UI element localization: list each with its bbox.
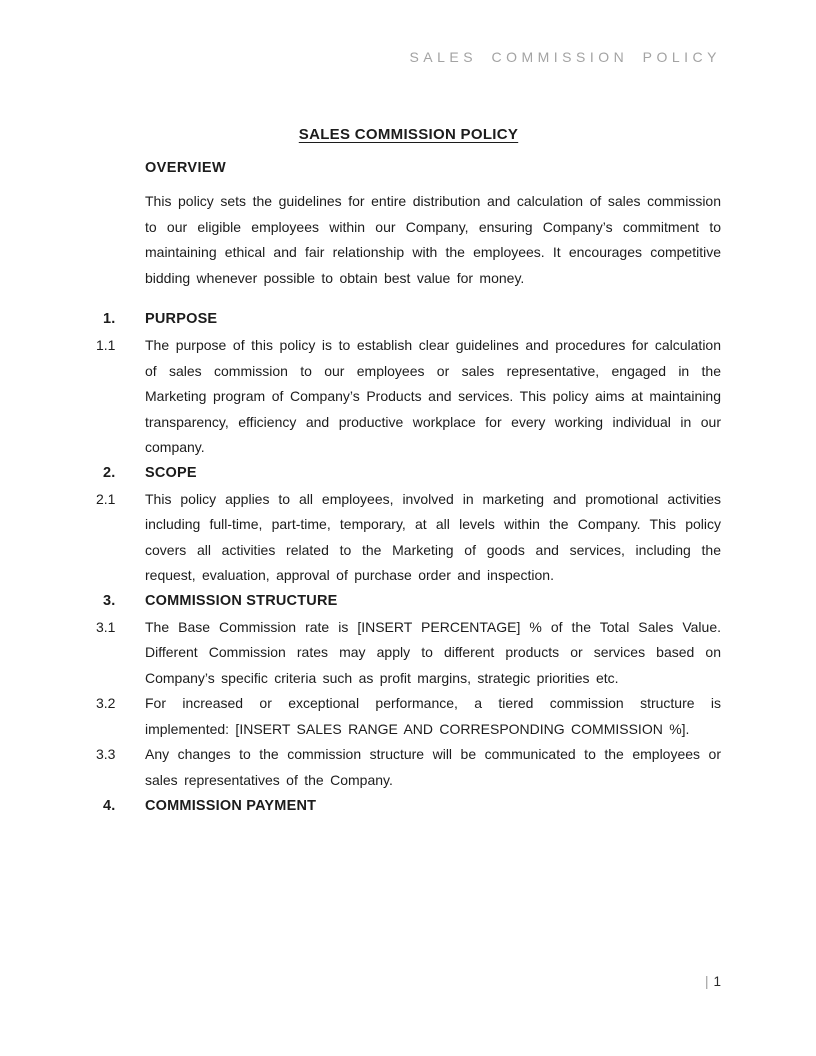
section-number: 1. (103, 311, 116, 328)
section-heading-scope (96, 461, 721, 487)
clause-number: 2.1 (96, 490, 116, 507)
section-number: 3. (103, 592, 116, 609)
section-heading-commission-payment (96, 794, 721, 820)
section-heading-purpose (96, 307, 721, 333)
running-header (96, 48, 721, 67)
section-heading-text: SCOPE (145, 464, 197, 481)
overview-heading: OVERVIEW (145, 160, 227, 176)
clause-text: The purpose of this policy is to establish clear guidelines and procedures for calculation of sales commission to our employees or sales representative, engaged in the Marketing program of Company’s Products and services. This policy aims at maintaining transparency, efficiency and productive workplace for every working individual in our company. (145, 336, 721, 456)
clause-number: 3.1 (96, 618, 116, 635)
clause-text: For increased or exceptional performance, a tiered commission structure is implemented: [INSERT SALES RANGE AND CORRESPONDING COMMISSION %]. (145, 695, 721, 737)
clause-text: The Base Commission rate is [INSERT PERCENTAGE] % of the Total Sales Value. Different Commission rates may apply to different products or services based on Company’s specific criteria such as profit margins, strategic priorities etc. (145, 618, 721, 686)
clause-text: This policy applies to all employees, involved in marketing and promotional activities including full-time, part-time, temporary, at all levels within the Company. This policy covers all activities related to the Marketing of goods and services, including the request, evaluation, approval of purchase order and inspection. (145, 490, 721, 584)
clause-number: 3.2 (96, 695, 116, 712)
section-heading-commission-structure (96, 589, 721, 615)
clause-number: 3.3 (96, 746, 116, 763)
clause-1-1 (96, 333, 721, 461)
clause-3-2 (96, 691, 721, 742)
section-number: 2. (103, 464, 116, 481)
running-header-text: SALES COMMISSION POLICY (409, 49, 721, 65)
section-heading-text: PURPOSE (145, 311, 218, 328)
section-number: 4. (103, 797, 116, 814)
page-footer (705, 973, 721, 991)
clause-3-1 (96, 615, 721, 692)
clause-text: Any changes to the commission structure will be communicated to the employees or sales representatives of the Company. (145, 746, 721, 789)
footer-separator: | (704, 974, 709, 989)
section-heading-text: COMMISSION PAYMENT (145, 797, 317, 814)
document-body (96, 125, 721, 819)
overview-paragraph: This policy sets the guidelines for entire distribution and calculation of sales commission to our eligible employees within our Company, ensuring Company’s commitment to maintaining ethical and fair relationship with the employees. It encourages competitive bidding whenever possible to obtain best value for money. (145, 193, 721, 286)
clause-2-1 (96, 487, 721, 589)
clause-3-3 (96, 742, 721, 793)
clause-number: 1.1 (96, 336, 116, 353)
section-heading-text: COMMISSION STRUCTURE (145, 592, 338, 609)
document-title-text: SALES COMMISSION POLICY (298, 126, 519, 143)
page-number: 1 (713, 974, 721, 989)
document-title (96, 125, 721, 145)
